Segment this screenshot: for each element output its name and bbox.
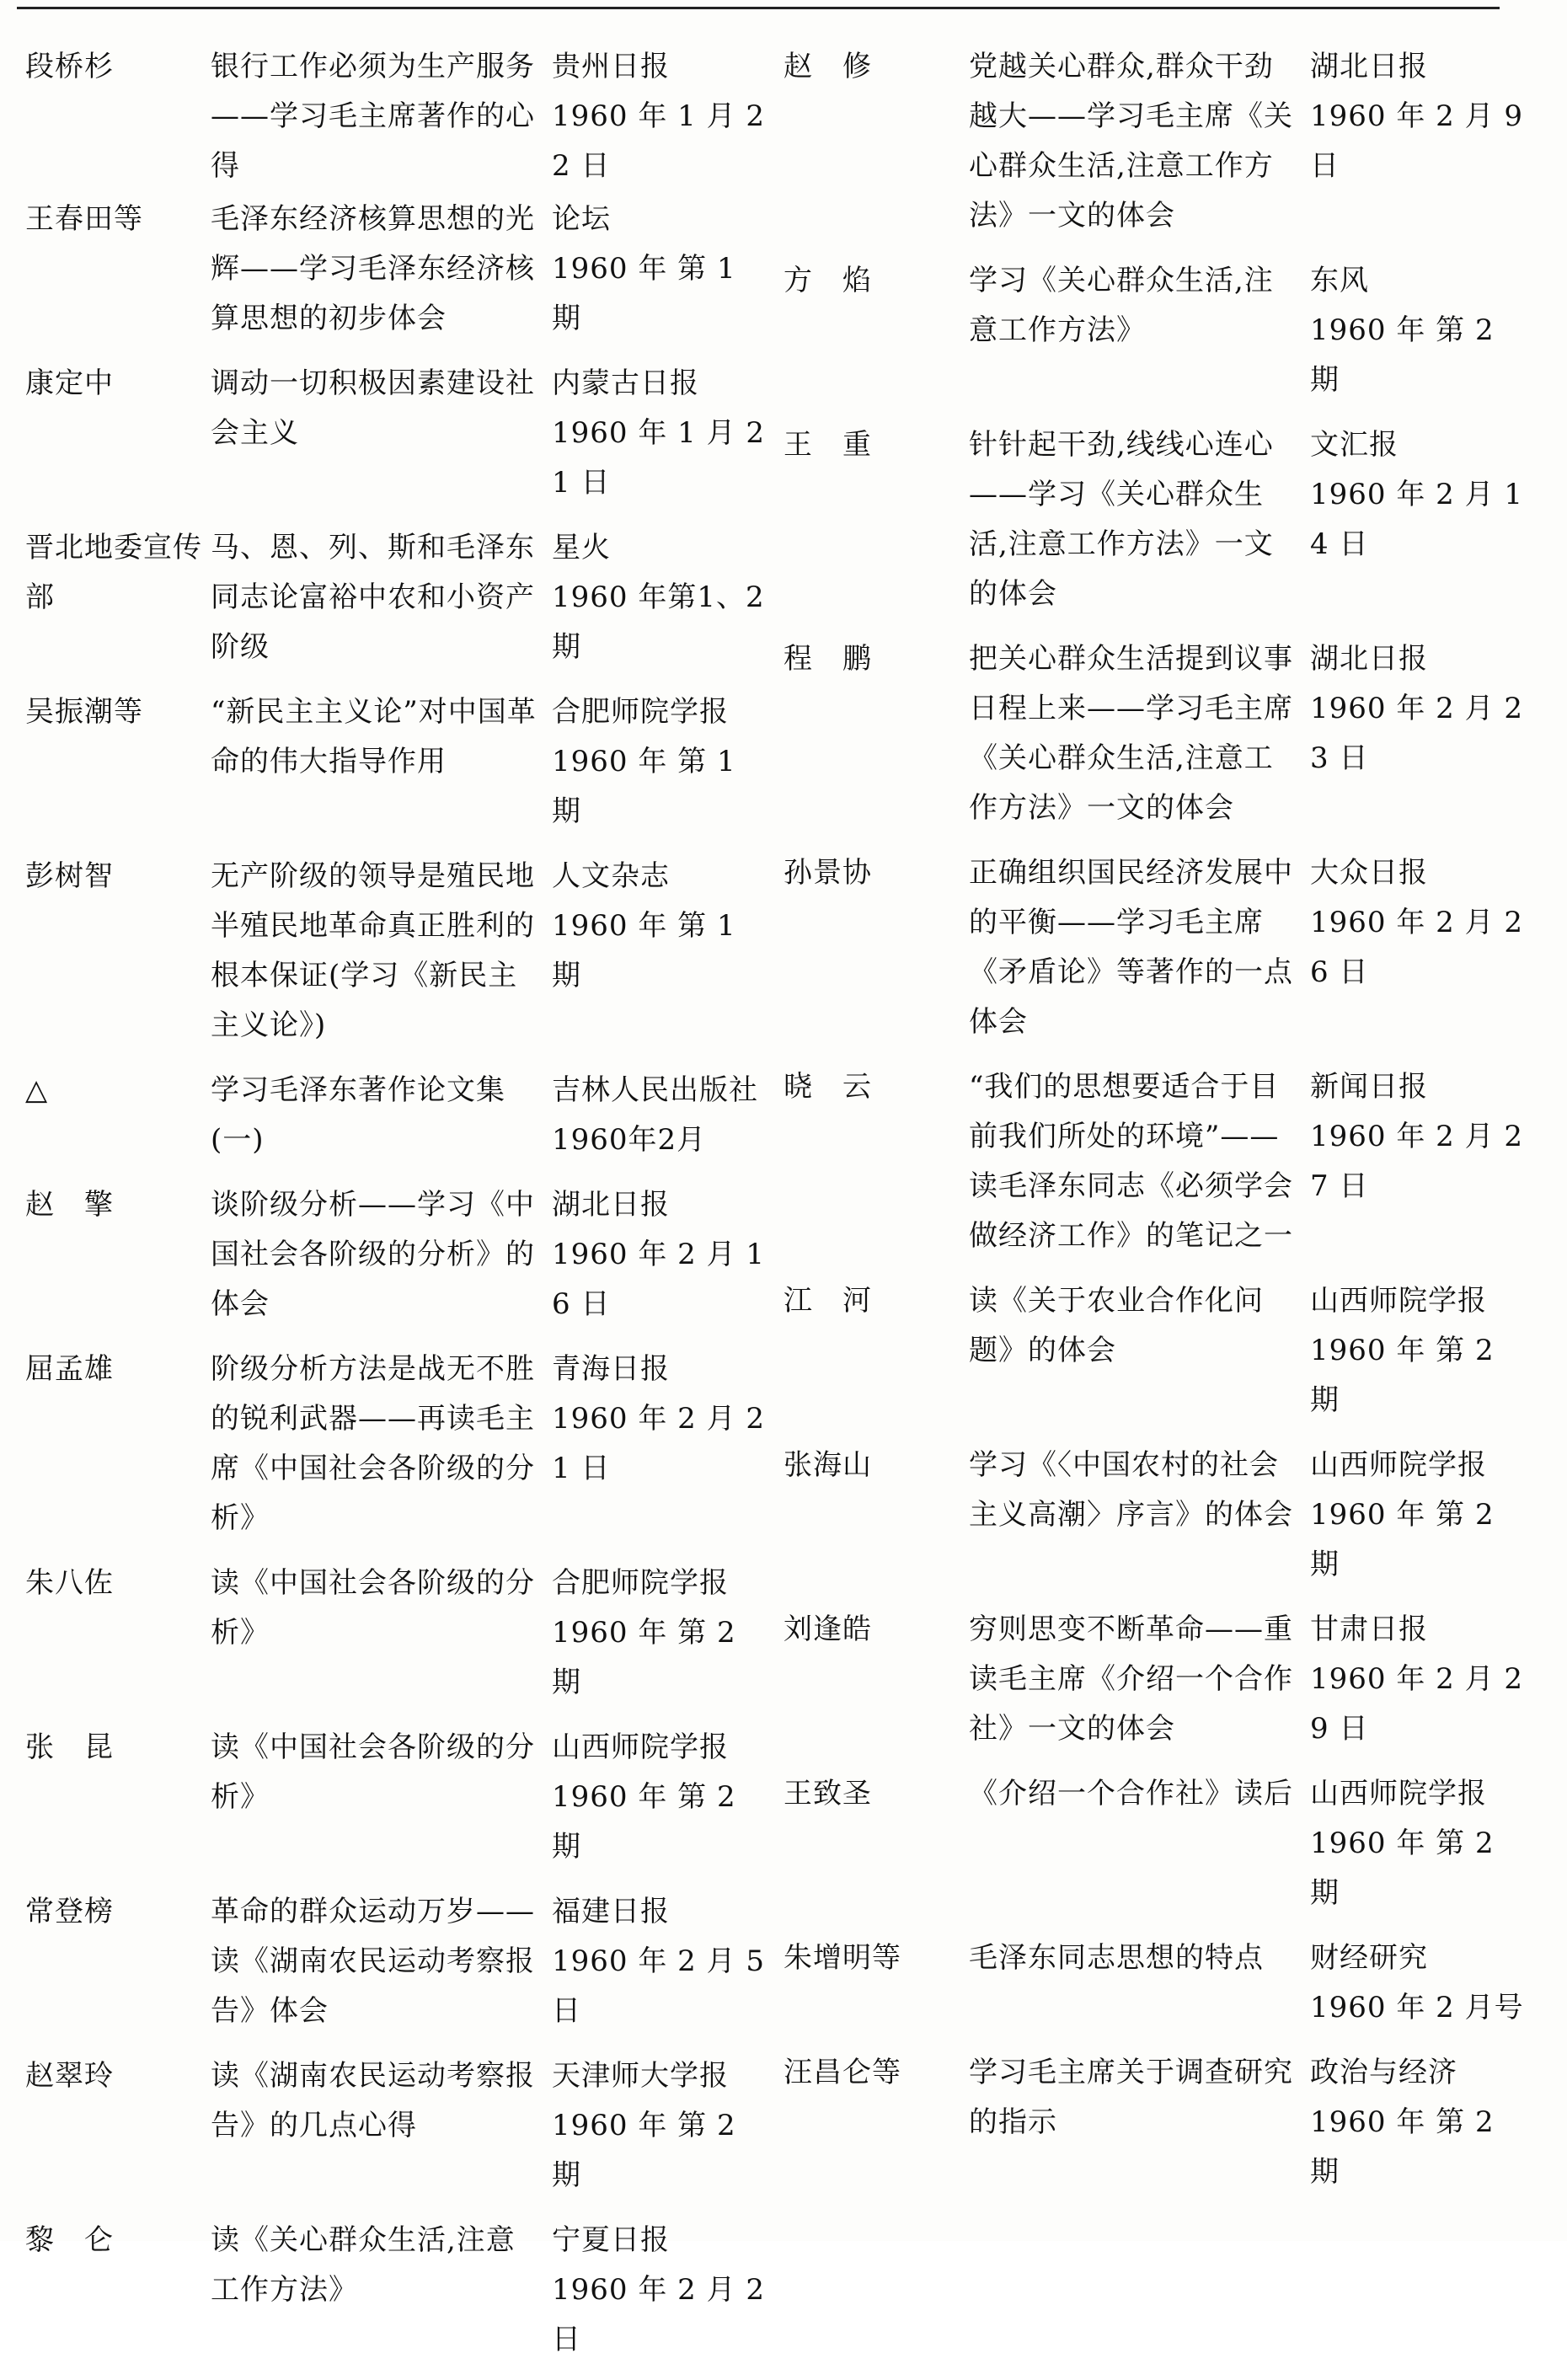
entry-title: 读《湖南农民运动考察报告》的几点心得 <box>211 2059 535 2142</box>
entry-publication: 山西师院学报 <box>1310 1777 1487 1810</box>
entry-title: 把关心群众生活提到议事日程上来——学习毛主席《关心群众生活,注意工作方法》一文的体会 <box>969 642 1293 825</box>
entry-title: 学习《〈中国农村的社会主义高潮〉序言》的体会 <box>969 1448 1293 1532</box>
list-item <box>25 1887 784 2036</box>
entry-author: 朱增明等 <box>784 1941 901 1975</box>
entry-author: △ <box>25 1073 49 1107</box>
entry-source <box>552 523 767 672</box>
entry-source <box>1310 1276 1525 1425</box>
entry-author: 赵翠玲 <box>25 2059 114 2093</box>
entry-date: 1960 年 1 月 22 日 <box>552 99 766 183</box>
list-item <box>784 848 1542 1047</box>
entry-title: 读《中国社会各阶级的分析》 <box>211 1566 535 1650</box>
entry-title: 无产阶级的领导是殖民地半殖民地革命真正胜利的根本保证(学习《新民主主义论》) <box>211 859 535 1042</box>
entry-title: 读《关于农业合作化问题》的体会 <box>969 1284 1264 1367</box>
entry-title: “新民主主义论”对中国革命的伟大指导作用 <box>211 695 537 778</box>
list-item <box>25 687 784 837</box>
list-item <box>784 2048 1542 2197</box>
entry-author: 黎 仑 <box>25 2223 114 2257</box>
entry-source <box>552 1559 767 1708</box>
entry-source <box>1310 1605 1525 1754</box>
entry-author: 晓 云 <box>784 1070 872 1104</box>
entry-publication: 合肥师院学报 <box>552 1566 729 1600</box>
entry-publication: 天津师大学报 <box>552 2059 729 2093</box>
list-item <box>25 852 784 1051</box>
entry-title: 读《中国社会各阶级的分析》 <box>211 1730 535 1814</box>
entry-publication: 东风 <box>1310 264 1369 297</box>
entry-date: 1960 年 2 月号 <box>1310 1991 1524 2024</box>
entry-author: 赵 擎 <box>25 1188 114 1222</box>
entry-author: 康定中 <box>25 366 114 400</box>
entry-title: 革命的群众运动万岁——读《湖南农民运动考察报告》体会 <box>211 1895 535 2028</box>
entry-title: 学习毛泽东著作论文集(一) <box>211 1073 505 1157</box>
entry-publication: 政治与经济 <box>1310 2056 1457 2089</box>
list-item <box>25 2216 784 2365</box>
entry-title: 读《关心群众生活,注意工作方法》 <box>211 2223 516 2307</box>
entry-author: 段桥杉 <box>25 50 114 83</box>
entry-author: 程 鹏 <box>784 642 872 676</box>
entry-title: 穷则思变不断革命——重读毛主席《介绍一个合作社》一文的体会 <box>969 1613 1293 1746</box>
entry-source <box>1310 42 1525 191</box>
entry-source <box>1310 1933 1525 2033</box>
entry-title: 学习毛主席关于调查研究的指示 <box>969 2056 1293 2139</box>
list-item <box>784 1276 1542 1425</box>
entry-author: 常登榜 <box>25 1895 114 1928</box>
entry-source <box>552 2051 767 2201</box>
entry-publication: 甘肃日报 <box>1310 1613 1428 1646</box>
entry-publication: 内蒙古日报 <box>552 366 699 400</box>
entry-publication: 湖北日报 <box>1310 642 1428 676</box>
list-item <box>25 1180 784 1329</box>
entry-date: 1960 年第1、2 期 <box>552 580 765 664</box>
entry-title: “我们的思想要适合于目前我们所处的环境”——读毛泽东同志《必须学会做经济工作》的笔记之一 <box>969 1070 1293 1253</box>
list-item <box>25 1723 784 1872</box>
entry-date: 1960 年 2 月 26 日 <box>1310 906 1524 989</box>
list-item <box>784 256 1542 405</box>
entry-source <box>552 42 767 191</box>
entry-title: 党越关心群众,群众干劲越大——学习毛主席《关心群众生活,注意工作方法》一文的体会 <box>969 50 1293 233</box>
entry-author: 孙景协 <box>784 856 872 890</box>
entry-author: 汪昌仑等 <box>784 2056 901 2089</box>
entry-publication: 吉林人民出版社 <box>552 1073 758 1107</box>
entry-publication: 文汇报 <box>1310 428 1399 462</box>
list-item <box>784 1769 1542 1918</box>
entry-author: 王致圣 <box>784 1777 872 1810</box>
entry-source <box>1310 1769 1525 1918</box>
entry-date: 1960 年 2 月 14 日 <box>1310 478 1524 561</box>
entry-date: 1960 年 2 月 9 日 <box>1310 99 1524 183</box>
entry-title: 毛泽东经济核算思想的光辉——学习毛泽东经济核算思想的初步体会 <box>211 202 535 335</box>
entry-source <box>552 1180 767 1329</box>
entry-author: 江 河 <box>784 1284 872 1318</box>
entry-date: 1960 年 第 2 期 <box>1310 1334 1495 1417</box>
entry-title: 调动一切积极因素建设社会主义 <box>211 366 535 450</box>
entry-date: 1960 年 第 2 期 <box>1310 2105 1495 2189</box>
list-item <box>25 1345 784 1543</box>
list-item <box>25 2051 784 2201</box>
list-item <box>784 42 1542 241</box>
entry-source <box>552 687 767 837</box>
entry-author: 方 焰 <box>784 264 872 297</box>
entry-date: 1960 年 第 2 期 <box>1310 313 1495 397</box>
entry-publication: 湖北日报 <box>552 1188 670 1222</box>
entry-author: 屈孟雄 <box>25 1352 114 1386</box>
entry-publication: 财经研究 <box>1310 1941 1428 1975</box>
entry-date: 1960 年 第 2 期 <box>1310 1498 1495 1581</box>
entry-title: 正确组织国民经济发展中的平衡——学习毛主席《矛盾论》等著作的一点体会 <box>969 856 1293 1039</box>
entry-author: 赵 修 <box>784 50 872 83</box>
entry-date: 1960 年 第 2 期 <box>552 1780 736 1864</box>
entry-source <box>552 1345 767 1494</box>
entry-source <box>552 1887 767 2036</box>
list-item <box>784 1441 1542 1590</box>
entry-author: 彭树智 <box>25 859 114 893</box>
entry-title: 银行工作必须为生产服务——学习毛主席著作的心得 <box>211 50 535 183</box>
list-item <box>25 195 784 344</box>
list-item <box>25 359 784 508</box>
entry-author: 张 昆 <box>25 1730 114 1764</box>
entry-date: 1960 年 2 月 23 日 <box>1310 692 1524 775</box>
list-item <box>25 523 784 672</box>
entry-date: 1960 年 2 月 5 日 <box>552 1944 766 2028</box>
entry-source <box>1310 256 1525 405</box>
entry-publication: 山西师院学报 <box>1310 1448 1487 1482</box>
entry-publication: 合肥师院学报 <box>552 695 729 729</box>
entry-source <box>552 1066 767 1165</box>
entry-date: 1960 年 2 月 21 日 <box>552 1402 766 1485</box>
entry-date: 1960 年 第 1 期 <box>552 252 736 335</box>
entry-source <box>552 195 767 344</box>
entry-date: 1960 年 第 1 期 <box>552 909 736 992</box>
entry-date: 1960 年 第 2 期 <box>1310 1826 1495 1910</box>
entry-author: 王 重 <box>784 428 872 462</box>
entry-publication: 新闻日报 <box>1310 1070 1428 1104</box>
entry-publication: 星火 <box>552 531 611 564</box>
entry-publication: 贵州日报 <box>552 50 670 83</box>
entry-publication: 山西师院学报 <box>552 1730 729 1764</box>
entry-author: 刘逢皓 <box>784 1613 872 1646</box>
entry-publication: 山西师院学报 <box>1310 1284 1487 1318</box>
entry-author: 张海山 <box>784 1448 872 1482</box>
entry-publication: 福建日报 <box>552 1895 670 1928</box>
entry-title: 学习《关心群众生活,注意工作方法》 <box>969 264 1274 347</box>
entry-date: 1960 年 第 1 期 <box>552 745 736 828</box>
entry-author: 王春田等 <box>25 202 143 236</box>
entry-date: 1960 年 2 月 16 日 <box>552 1238 766 1321</box>
entry-date: 1960 年 2 月 27 日 <box>1310 1120 1524 1203</box>
entry-source <box>1310 2048 1525 2197</box>
left-column <box>25 42 784 2380</box>
entry-source <box>552 2216 767 2365</box>
entry-publication: 大众日报 <box>1310 856 1428 890</box>
entry-source <box>552 1723 767 1872</box>
entry-publication: 人文杂志 <box>552 859 670 893</box>
entry-date: 1960 年 第 2 期 <box>552 2109 736 2192</box>
entry-author: 晋北地委宣传部 <box>25 531 202 614</box>
entry-publication: 湖北日报 <box>1310 50 1428 83</box>
entry-date: 1960 年 第 2 期 <box>552 1616 736 1699</box>
entry-source <box>1310 1062 1525 1211</box>
list-item <box>784 420 1542 619</box>
entry-source <box>1310 848 1525 997</box>
entry-title: 《介绍一个合作社》读后 <box>969 1777 1293 1810</box>
entry-title: 针针起干劲,线线心连心——学习《关心群众生活,注意工作方法》一文的体会 <box>969 428 1274 611</box>
entry-source <box>552 359 767 508</box>
list-item <box>784 634 1542 833</box>
entry-source <box>552 852 767 1001</box>
right-column <box>784 42 1542 2212</box>
entry-publication: 青海日报 <box>552 1352 670 1386</box>
list-item <box>25 1559 784 1708</box>
entry-title: 阶级分析方法是战无不胜的锐利武器——再读毛主席《中国社会各阶级的分析》 <box>211 1352 535 1535</box>
list-item <box>25 42 784 191</box>
entry-date: 1960年2月 <box>552 1123 707 1157</box>
entry-publication: 论坛 <box>552 202 611 236</box>
entry-author: 朱八佐 <box>25 1566 114 1600</box>
top-rule <box>17 7 1500 9</box>
entry-title: 马、恩、列、斯和毛泽东同志论富裕中农和小资产阶级 <box>211 531 535 664</box>
entry-source <box>1310 1441 1525 1590</box>
list-item <box>784 1933 1542 2033</box>
entry-source <box>1310 634 1525 784</box>
entry-date: 1960 年 2 月 2 日 <box>552 2273 766 2356</box>
entry-publication: 宁夏日报 <box>552 2223 670 2257</box>
entry-author: 吴振潮等 <box>25 695 143 729</box>
list-item <box>784 1062 1542 1261</box>
entry-title: 谈阶级分析——学习《中国社会各阶级的分析》的体会 <box>211 1188 535 1321</box>
entry-title: 毛泽东同志思想的特点 <box>969 1941 1264 1975</box>
entry-source <box>1310 420 1525 570</box>
list-item <box>25 1066 784 1165</box>
entry-date: 1960 年 2 月 29 日 <box>1310 1662 1524 1746</box>
list-item <box>784 1605 1542 1754</box>
entry-date: 1960 年 1 月 21 日 <box>552 416 766 500</box>
